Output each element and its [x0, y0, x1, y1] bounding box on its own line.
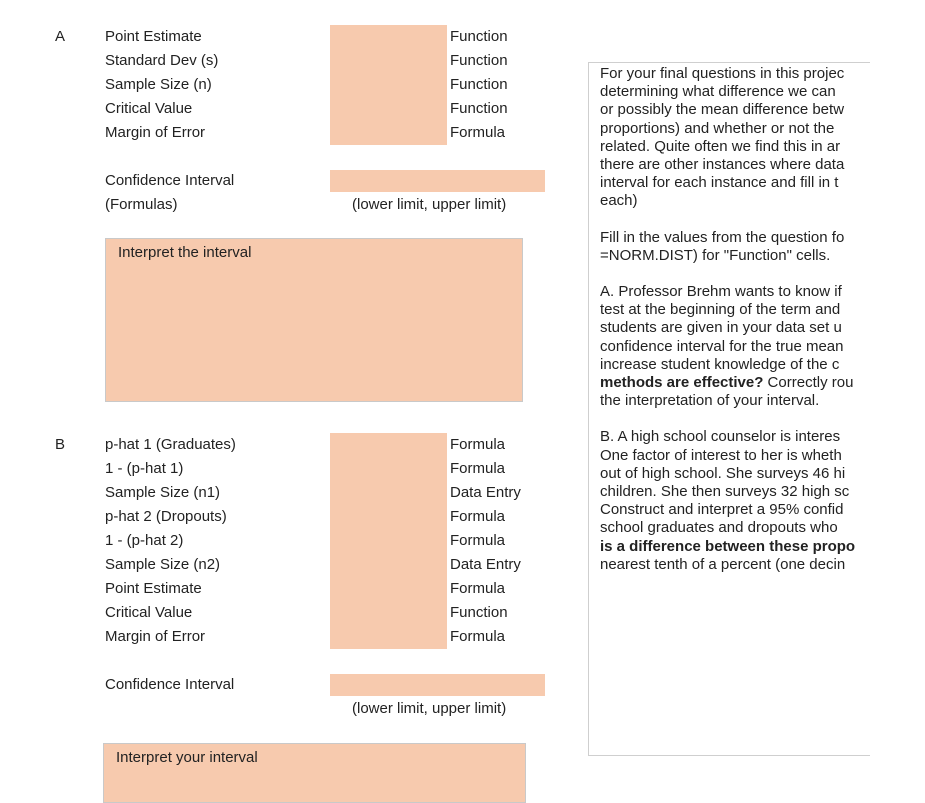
row-label: Point Estimate — [105, 28, 202, 45]
instructions-intro-line: or possibly the mean difference betw — [600, 101, 845, 119]
instructions-fill-line: Fill in the values from the question fo — [600, 228, 845, 246]
ci-formulas-label: (Formulas) — [105, 196, 178, 213]
cell-type-label: Formula — [450, 580, 506, 597]
row-label: Sample Size (n1) — [105, 484, 221, 501]
row-label: p-hat 1 (Graduates) — [105, 436, 236, 453]
row-label: 1 - (p-hat 2) — [105, 532, 184, 549]
question-a-line: test at the beginning of the term and — [600, 301, 841, 319]
ci-a-input[interactable] — [330, 170, 545, 192]
cell-type-label: Function — [450, 28, 508, 45]
ci-b-input[interactable] — [330, 674, 545, 696]
question-a-after-bold: Correctly rou — [763, 374, 854, 392]
cell-type-label: Formula — [450, 124, 506, 141]
instructions-fill-line: =NORM.DIST) for "Function" cells. — [600, 246, 831, 264]
cell-type-label: Function — [450, 100, 508, 117]
cell-type-label: Formula — [450, 508, 506, 525]
instructions-intro-line: there are other instances where data — [600, 156, 845, 174]
interpret-a-box[interactable] — [105, 238, 523, 402]
cell-type-label: Formula — [450, 460, 506, 477]
question-b-line: One factor of interest to her is wheth — [600, 446, 842, 464]
instructions-intro-line: For your final questions in this projec — [600, 65, 845, 82]
cell-type-label: Function — [450, 52, 508, 69]
question-b-line: B. A high school counselor is interes — [600, 428, 841, 446]
row-label: Margin of Error — [105, 628, 206, 645]
section-b-input-cells[interactable] — [330, 433, 447, 649]
row-label: Point Estimate — [105, 580, 202, 597]
limits-label-b: (lower limit, upper limit) — [352, 700, 507, 717]
question-b-line: Construct and interpret a 95% confid — [600, 501, 844, 519]
row-label: Sample Size (n) — [105, 76, 212, 93]
instructions-intro-line: proportions) and whether or not the — [600, 119, 835, 137]
interpret-b-label: Interpret your interval — [116, 749, 258, 766]
row-label: Sample Size (n2) — [105, 556, 221, 573]
cell-type-label: Data Entry — [450, 556, 521, 573]
instructions-intro-line: each) — [600, 192, 638, 210]
question-b-last: nearest tenth of a percent (one decin — [600, 555, 846, 573]
ci-label-a: Confidence Interval — [105, 172, 235, 189]
row-label: Margin of Error — [105, 124, 206, 141]
section-a-input-cells[interactable] — [330, 25, 447, 145]
instructions-intro-line: determining what difference we can — [600, 83, 836, 101]
cell-type-label: Formula — [450, 436, 506, 453]
cell-type-label: Formula — [450, 532, 506, 549]
question-a-line: confidence interval for the true mean — [600, 337, 844, 355]
section-a-letter: A — [55, 28, 66, 45]
cell-type-label: Function — [450, 604, 508, 621]
row-label: Critical Value — [105, 604, 193, 621]
question-b-line: out of high school. She surveys 46 hi — [600, 464, 846, 482]
question-a-last: the interpretation of your interval. — [600, 392, 820, 410]
row-label: Critical Value — [105, 100, 193, 117]
row-label: Standard Dev (s) — [105, 52, 219, 69]
row-label: 1 - (p-hat 1) — [105, 460, 184, 477]
instructions-clip — [870, 62, 925, 756]
question-a-line: increase student knowledge of the c — [600, 355, 840, 373]
cell-type-label: Formula — [450, 628, 506, 645]
section-b-letter: B — [55, 436, 66, 453]
question-a-bold: methods are effective? — [600, 374, 764, 392]
question-b-line: school graduates and dropouts who — [600, 519, 838, 537]
instructions-intro-line: interval for each instance and fill in t — [600, 174, 839, 192]
question-a-line: students are given in your data set u — [600, 319, 842, 337]
instructions-intro-line: related. Quite often we find this in ar — [600, 137, 841, 155]
limits-label-a: (lower limit, upper limit) — [352, 196, 507, 213]
row-label: p-hat 2 (Dropouts) — [105, 508, 227, 525]
question-b-bold: is a difference between these propo — [600, 537, 856, 555]
question-a-line: A. Professor Brehm wants to know if — [600, 283, 842, 301]
interpret-b-box[interactable] — [103, 743, 526, 803]
interpret-a-label: Interpret the interval — [118, 244, 252, 261]
ci-label-b: Confidence Interval — [105, 676, 235, 693]
cell-type-label: Function — [450, 76, 508, 93]
cell-type-label: Data Entry — [450, 484, 521, 501]
question-b-line: children. She then surveys 32 high sc — [600, 483, 850, 501]
